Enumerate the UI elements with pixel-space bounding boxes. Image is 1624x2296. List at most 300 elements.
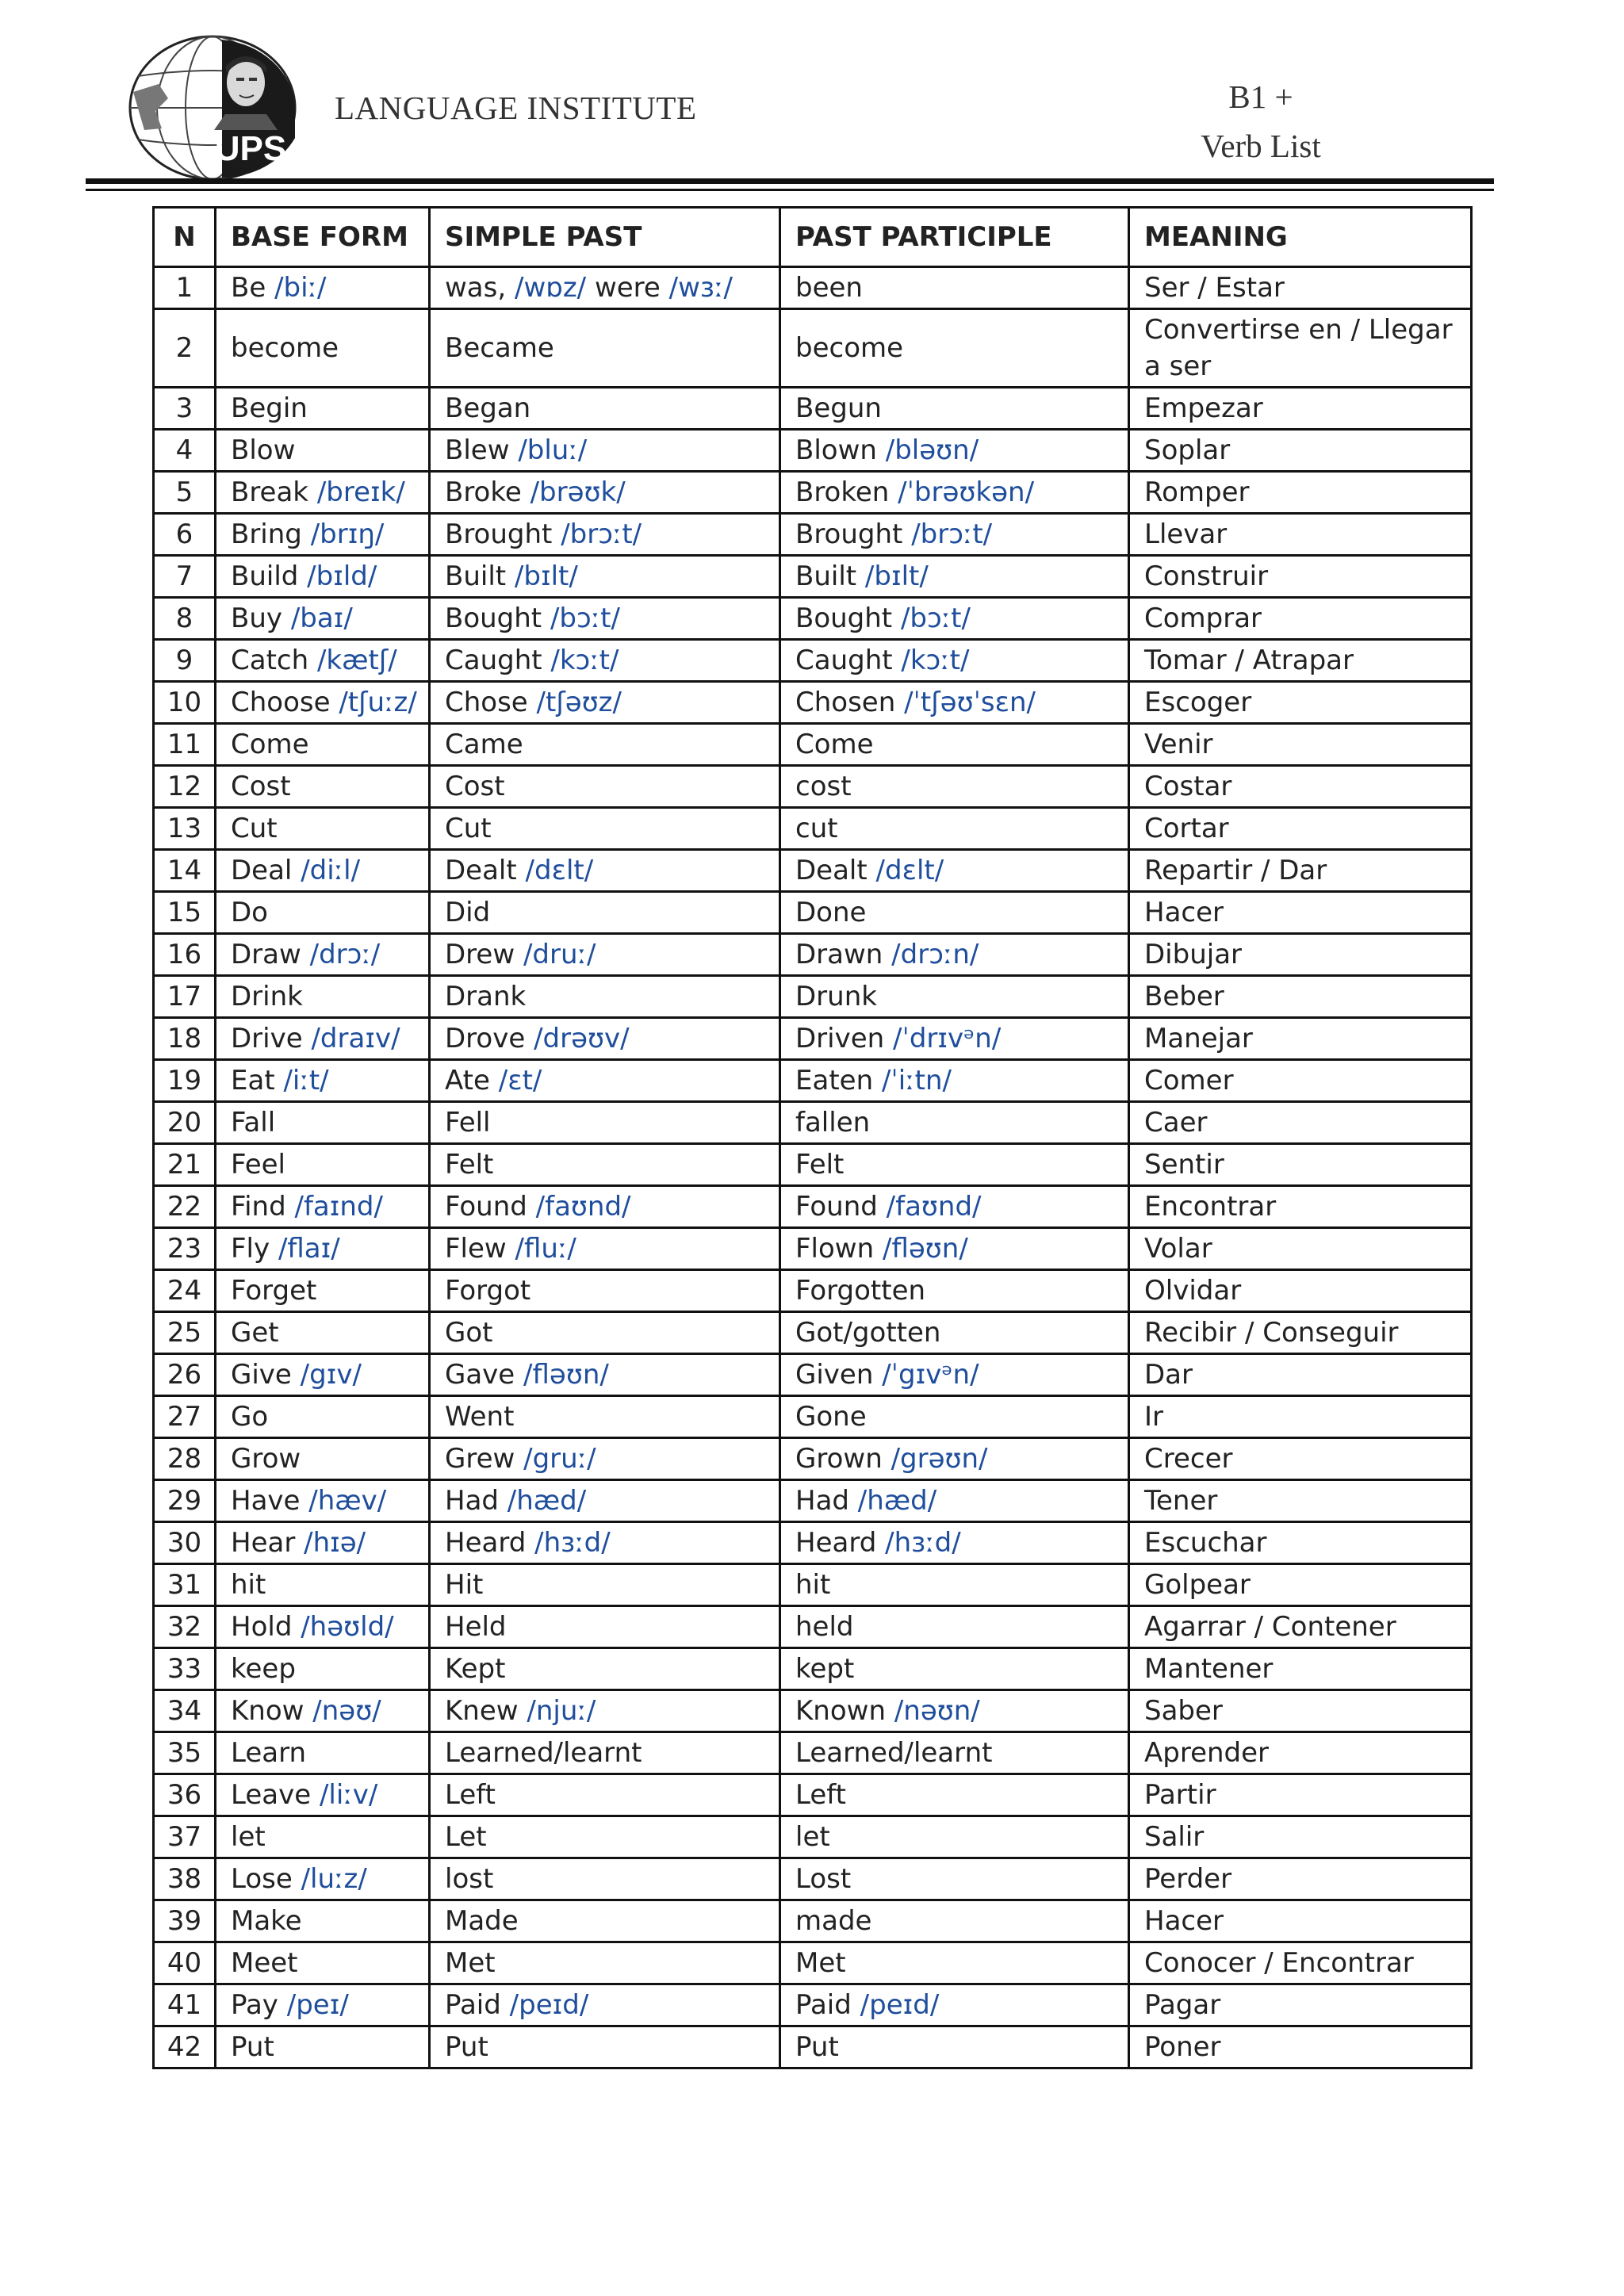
simple-past-word: Hit — [445, 1569, 484, 1601]
simple-past-word: Built — [445, 561, 507, 592]
base-form-cell — [216, 1396, 430, 1438]
past-participle-word: Dealt — [795, 855, 868, 886]
base-form-ipa: /flaɪ/ — [278, 1233, 340, 1265]
level-label: B1 + — [1228, 78, 1293, 115]
simple-past-word: was, — [445, 272, 507, 304]
past-participle-word: been — [795, 272, 863, 304]
base-form-cell — [216, 1312, 430, 1354]
row-number: 9 — [154, 640, 216, 682]
base-form-word: Find — [231, 1191, 286, 1223]
table-row — [154, 1858, 1472, 1900]
simple-past-cell — [430, 556, 780, 598]
simple-past-cell — [430, 892, 780, 934]
past-participle-word: Got/gotten — [795, 1317, 941, 1349]
base-form-word: Go — [231, 1401, 269, 1433]
base-form-word: Come — [231, 729, 309, 760]
table-row — [154, 556, 1472, 598]
simple-past-word: Began — [445, 392, 531, 424]
row-number: 8 — [154, 598, 216, 640]
past-participle-cell — [780, 934, 1129, 976]
past-participle-cell — [780, 1186, 1129, 1228]
simple-past-word: Learned/learnt — [445, 1737, 642, 1769]
simple-past-cell — [430, 1522, 780, 1564]
table-row — [154, 1774, 1472, 1816]
past-participle-ipa: /brɔːt/ — [911, 519, 993, 550]
base-form-cell — [216, 724, 430, 766]
simple-past-cell — [430, 976, 780, 1018]
meaning-cell: Golpear — [1129, 1564, 1472, 1606]
simple-past-cell — [430, 430, 780, 472]
base-form-word: Get — [231, 1317, 279, 1349]
row-number: 5 — [154, 472, 216, 514]
row-number: 2 — [154, 309, 216, 388]
past-participle-word: hit — [795, 1569, 831, 1601]
simple-past-ipa: /brɔːt/ — [561, 519, 642, 550]
meaning-cell: Romper — [1129, 472, 1472, 514]
simple-past-word: Drove — [445, 1023, 526, 1054]
table-row — [154, 1270, 1472, 1312]
simple-past-ipa-alt: /wɜː/ — [668, 272, 733, 304]
logo-text: UPS — [214, 129, 287, 168]
base-form-cell — [216, 556, 430, 598]
table-row — [154, 1396, 1472, 1438]
past-participle-word: Built — [795, 561, 857, 592]
meaning-cell: Poner — [1129, 2026, 1472, 2068]
base-form-word: Hold — [231, 1611, 293, 1643]
base-form-cell — [216, 1942, 430, 1984]
row-number: 14 — [154, 850, 216, 892]
simple-past-cell — [430, 1144, 780, 1186]
past-participle-cell — [780, 1312, 1129, 1354]
past-participle-word: Put — [795, 2031, 839, 2063]
past-participle-ipa: /bɪlt/ — [864, 561, 929, 592]
meaning-cell: Salir — [1129, 1816, 1472, 1858]
base-form-cell — [216, 1606, 430, 1648]
meaning-cell: Recibir / Conseguir — [1129, 1312, 1472, 1354]
past-participle-word: Drawn — [795, 939, 883, 970]
simple-past-cell — [430, 267, 780, 309]
past-participle-cell — [780, 976, 1129, 1018]
meaning-cell: Agarrar / Contener — [1129, 1606, 1472, 1648]
simple-past-word: Drew — [445, 939, 515, 970]
meaning-cell: Repartir / Dar — [1129, 850, 1472, 892]
row-number: 27 — [154, 1396, 216, 1438]
base-form-ipa: /tʃuːz/ — [339, 687, 417, 718]
simple-past-word: Kept — [445, 1653, 506, 1685]
base-form-ipa: /liːv/ — [319, 1779, 378, 1811]
base-form-word: Lose — [231, 1863, 293, 1895]
simple-past-cell — [430, 1270, 780, 1312]
past-participle-ipa: /dɛlt/ — [875, 855, 944, 886]
table-row — [154, 1060, 1472, 1102]
past-participle-ipa: /kɔːt/ — [901, 645, 970, 676]
simple-past-cell — [430, 766, 780, 808]
table-row — [154, 1690, 1472, 1732]
table-row — [154, 598, 1472, 640]
base-form-word: Fly — [231, 1233, 270, 1265]
row-number: 11 — [154, 724, 216, 766]
simple-past-cell — [430, 934, 780, 976]
simple-past-cell — [430, 1690, 780, 1732]
base-form-cell — [216, 1480, 430, 1522]
past-participle-ipa: /nəʊn/ — [894, 1695, 980, 1727]
row-number: 28 — [154, 1438, 216, 1480]
simple-past-cell — [430, 850, 780, 892]
meaning-cell: Costar — [1129, 766, 1472, 808]
past-participle-ipa: /bɔːt/ — [900, 603, 971, 634]
simple-past-cell — [430, 1900, 780, 1942]
table-row — [154, 850, 1472, 892]
row-number: 26 — [154, 1354, 216, 1396]
row-number: 15 — [154, 892, 216, 934]
simple-past-word: Put — [445, 2031, 488, 2063]
meaning-cell: Dar — [1129, 1354, 1472, 1396]
past-participle-word: Left — [795, 1779, 846, 1811]
table-header-row — [154, 208, 1472, 267]
base-form-word: Draw — [231, 939, 301, 970]
past-participle-word: Flown — [795, 1233, 875, 1265]
simple-past-cell — [430, 2026, 780, 2068]
base-form-word: Fall — [231, 1107, 276, 1138]
meaning-cell: Encontrar — [1129, 1186, 1472, 1228]
past-participle-cell — [780, 1480, 1129, 1522]
past-participle-ipa: /peɪd/ — [860, 1989, 940, 2021]
table-row — [154, 1816, 1472, 1858]
past-participle-word: Found — [795, 1191, 878, 1223]
past-participle-word: Come — [795, 729, 874, 760]
base-form-word: Grow — [231, 1443, 301, 1475]
past-participle-cell — [780, 1984, 1129, 2026]
past-participle-cell — [780, 1816, 1129, 1858]
simple-past-word: Chose — [445, 687, 528, 718]
base-form-word: Bring — [231, 519, 302, 550]
past-participle-word: Eaten — [795, 1065, 874, 1096]
table-row — [154, 724, 1472, 766]
simple-past-cell — [430, 1816, 780, 1858]
past-participle-cell — [780, 1732, 1129, 1774]
simple-past-cell — [430, 1018, 780, 1060]
past-participle-cell — [780, 1858, 1129, 1900]
past-participle-ipa: /grəʊn/ — [891, 1443, 988, 1475]
meaning-cell: Comprar — [1129, 598, 1472, 640]
past-participle-cell — [780, 1606, 1129, 1648]
simple-past-cell — [430, 1480, 780, 1522]
base-form-word: Make — [231, 1905, 302, 1937]
base-form-cell — [216, 1522, 430, 1564]
past-participle-word: Bought — [795, 603, 893, 634]
simple-past-cell — [430, 1438, 780, 1480]
past-participle-ipa: /ˈdrɪvᵊn/ — [893, 1023, 1002, 1054]
row-number: 13 — [154, 808, 216, 850]
simple-past-cell — [430, 1102, 780, 1144]
simple-past-cell — [430, 1732, 780, 1774]
simple-past-word: Knew — [445, 1695, 519, 1727]
past-participle-cell — [780, 1228, 1129, 1270]
past-participle-word: Broken — [795, 476, 890, 508]
meaning-cell: Ir — [1129, 1396, 1472, 1438]
row-number: 12 — [154, 766, 216, 808]
base-form-ipa: /peɪ/ — [286, 1989, 349, 2021]
past-participle-cell — [780, 309, 1129, 388]
meaning-cell: Pagar — [1129, 1984, 1472, 2026]
past-participle-cell — [780, 766, 1129, 808]
base-form-ipa: /hæv/ — [308, 1485, 387, 1517]
simple-past-word: Cost — [445, 771, 505, 802]
row-number: 6 — [154, 514, 216, 556]
past-participle-cell — [780, 556, 1129, 598]
base-form-cell — [216, 1648, 430, 1690]
base-form-ipa: /luːz/ — [301, 1863, 367, 1895]
meaning-cell: Beber — [1129, 976, 1472, 1018]
base-form-word: Cost — [231, 771, 291, 802]
meaning-cell: Saber — [1129, 1690, 1472, 1732]
meaning-cell: Soplar — [1129, 430, 1472, 472]
table-row — [154, 766, 1472, 808]
meaning-cell: Tener — [1129, 1480, 1472, 1522]
table-row — [154, 1942, 1472, 1984]
simple-past-cell — [430, 724, 780, 766]
past-participle-word: Had — [795, 1485, 849, 1517]
base-form-ipa: /baɪ/ — [290, 603, 353, 634]
table-row — [154, 1564, 1472, 1606]
simple-past-word: Found — [445, 1191, 527, 1223]
simple-past-ipa: /drəʊv/ — [534, 1023, 630, 1054]
past-participle-word: Driven — [795, 1023, 885, 1054]
simple-past-ipa: /bluː/ — [518, 434, 588, 466]
meaning-cell: Aprender — [1129, 1732, 1472, 1774]
simple-past-cell — [430, 1228, 780, 1270]
base-form-cell — [216, 1732, 430, 1774]
base-form-cell — [216, 976, 430, 1018]
base-form-cell — [216, 892, 430, 934]
table-row — [154, 1984, 1472, 2026]
row-number: 7 — [154, 556, 216, 598]
base-form-ipa: /biː/ — [274, 272, 327, 304]
table-row — [154, 1228, 1472, 1270]
base-form-word: Break — [231, 476, 308, 508]
simple-past-cell — [430, 1984, 780, 2026]
base-form-cell — [216, 1438, 430, 1480]
past-participle-word: Chosen — [795, 687, 896, 718]
meaning-cell: Venir — [1129, 724, 1472, 766]
base-form-ipa: /drɔː/ — [309, 939, 381, 970]
simple-past-cell — [430, 388, 780, 430]
past-participle-word: kept — [795, 1653, 855, 1685]
base-form-ipa: /breɪk/ — [316, 476, 405, 508]
past-participle-cell — [780, 1648, 1129, 1690]
base-form-cell — [216, 309, 430, 388]
simple-past-word: Met — [445, 1947, 496, 1979]
base-form-cell — [216, 682, 430, 724]
simple-past-word: Held — [445, 1611, 507, 1643]
past-participle-word: Learned/learnt — [795, 1737, 993, 1769]
row-number: 30 — [154, 1522, 216, 1564]
base-form-cell — [216, 1564, 430, 1606]
column-header-meaning: MEANING — [1129, 208, 1472, 267]
simple-past-ipa: /tʃəʊz/ — [536, 687, 622, 718]
meaning-cell: Convertirse en / Llegar a ser — [1129, 309, 1472, 388]
simple-past-word: Forgot — [445, 1275, 531, 1307]
meaning-cell: Escuchar — [1129, 1522, 1472, 1564]
simple-past-ipa: /njuː/ — [527, 1695, 596, 1727]
simple-past-word: Came — [445, 729, 523, 760]
row-number: 37 — [154, 1816, 216, 1858]
table-row — [154, 1018, 1472, 1060]
meaning-cell: Tomar / Atrapar — [1129, 640, 1472, 682]
base-form-ipa: /həʊld/ — [301, 1611, 394, 1643]
base-form-cell — [216, 1018, 430, 1060]
past-participle-word: Felt — [795, 1149, 845, 1181]
table-row — [154, 682, 1472, 724]
past-participle-word: held — [795, 1611, 854, 1643]
base-form-word: Know — [231, 1695, 304, 1727]
column-header-n: N — [154, 208, 216, 267]
base-form-word: Choose — [231, 687, 331, 718]
base-form-ipa: /brɪŋ/ — [310, 519, 385, 550]
simple-past-ipa: /bɔːt/ — [550, 603, 620, 634]
row-number: 1 — [154, 267, 216, 309]
base-form-ipa: /nəʊ/ — [312, 1695, 381, 1727]
simple-past-word: Became — [445, 332, 554, 364]
table-row — [154, 514, 1472, 556]
row-number: 33 — [154, 1648, 216, 1690]
ups-logo — [127, 35, 301, 181]
base-form-word: Buy — [231, 603, 282, 634]
past-participle-cell — [780, 1690, 1129, 1732]
row-number: 4 — [154, 430, 216, 472]
past-participle-word: Given — [795, 1359, 874, 1391]
base-form-cell — [216, 267, 430, 309]
past-participle-cell — [780, 682, 1129, 724]
column-header-base-form: BASE FORM — [216, 208, 430, 267]
simple-past-word: lost — [445, 1863, 494, 1895]
table-row — [154, 1900, 1472, 1942]
table-row — [154, 1144, 1472, 1186]
meaning-cell: Hacer — [1129, 892, 1472, 934]
past-participle-ipa: /ˈbrəʊkən/ — [898, 476, 1035, 508]
simple-past-word: Left — [445, 1779, 496, 1811]
base-form-word: Put — [231, 2031, 274, 2063]
simple-past-ipa: /gruː/ — [523, 1443, 596, 1475]
simple-past-cell — [430, 1648, 780, 1690]
table-row — [154, 388, 1472, 430]
past-participle-word: Begun — [795, 392, 882, 424]
table-row — [154, 1354, 1472, 1396]
meaning-cell: Escoger — [1129, 682, 1472, 724]
base-form-cell — [216, 1984, 430, 2026]
base-form-word: Forget — [231, 1275, 317, 1307]
simple-past-ipa: /faʊnd/ — [535, 1191, 631, 1223]
simple-past-ipa: /bɪlt/ — [514, 561, 578, 592]
meaning-cell: Mantener — [1129, 1648, 1472, 1690]
row-number: 29 — [154, 1480, 216, 1522]
simple-past-cell — [430, 1858, 780, 1900]
base-form-cell — [216, 2026, 430, 2068]
simple-past-cell — [430, 598, 780, 640]
simple-past-cell — [430, 1060, 780, 1102]
meaning-cell: Comer — [1129, 1060, 1472, 1102]
simple-past-cell — [430, 1396, 780, 1438]
row-number: 41 — [154, 1984, 216, 2026]
past-participle-ipa: /bləʊn/ — [885, 434, 979, 466]
base-form-ipa: /hɪə/ — [304, 1527, 366, 1559]
base-form-word: Leave — [231, 1779, 312, 1811]
past-participle-word: let — [795, 1821, 830, 1853]
table-row — [154, 976, 1472, 1018]
table-row — [154, 1438, 1472, 1480]
past-participle-word: Heard — [795, 1527, 877, 1559]
table-row — [154, 1186, 1472, 1228]
simple-past-ipa: /fləʊn/ — [523, 1359, 609, 1391]
past-participle-word: cost — [795, 771, 852, 802]
column-header-past-participle: PAST PARTICIPLE — [780, 208, 1129, 267]
row-number: 23 — [154, 1228, 216, 1270]
meaning-cell: Conocer / Encontrar — [1129, 1942, 1472, 1984]
base-form-cell — [216, 1774, 430, 1816]
simple-past-word: Heard — [445, 1527, 527, 1559]
row-number: 39 — [154, 1900, 216, 1942]
past-participle-cell — [780, 1396, 1129, 1438]
past-participle-word: become — [795, 332, 904, 364]
base-form-word: Give — [231, 1359, 292, 1391]
past-participle-ipa: /ˈgɪvᵊn/ — [882, 1359, 979, 1391]
past-participle-cell — [780, 808, 1129, 850]
verb-table — [152, 206, 1473, 2069]
past-participle-cell — [780, 1942, 1129, 1984]
meaning-cell: Perder — [1129, 1858, 1472, 1900]
past-participle-word: Gone — [795, 1401, 867, 1433]
past-participle-cell — [780, 640, 1129, 682]
table-row — [154, 1732, 1472, 1774]
past-participle-cell — [780, 1354, 1129, 1396]
simple-past-word: Paid — [445, 1989, 501, 2021]
meaning-cell: Cortar — [1129, 808, 1472, 850]
row-number: 32 — [154, 1606, 216, 1648]
meaning-cell: Partir — [1129, 1774, 1472, 1816]
simple-past-ipa: /hæd/ — [507, 1485, 587, 1517]
row-number: 20 — [154, 1102, 216, 1144]
simple-past-word: Ate — [445, 1065, 490, 1096]
simple-past-cell — [430, 1774, 780, 1816]
row-number: 36 — [154, 1774, 216, 1816]
simple-past-word: Made — [445, 1905, 519, 1937]
simple-past-word: Cut — [445, 813, 492, 844]
simple-past-word: Broke — [445, 476, 522, 508]
meaning-cell: Llevar — [1129, 514, 1472, 556]
row-number: 3 — [154, 388, 216, 430]
past-participle-cell — [780, 1774, 1129, 1816]
simple-past-word: Blew — [445, 434, 510, 466]
past-participle-cell — [780, 2026, 1129, 2068]
table-row — [154, 1102, 1472, 1144]
row-number: 22 — [154, 1186, 216, 1228]
past-participle-word: made — [795, 1905, 872, 1937]
base-form-cell — [216, 808, 430, 850]
base-form-word: Eat — [231, 1065, 275, 1096]
base-form-cell — [216, 1144, 430, 1186]
past-participle-cell — [780, 388, 1129, 430]
simple-past-word: Bought — [445, 603, 542, 634]
base-form-word: Have — [231, 1485, 301, 1517]
simple-past-ipa: /brəʊk/ — [530, 476, 626, 508]
past-participle-word: Grown — [795, 1443, 883, 1475]
row-number: 17 — [154, 976, 216, 1018]
simple-past-cell — [430, 309, 780, 388]
past-participle-cell — [780, 267, 1129, 309]
base-form-cell — [216, 1186, 430, 1228]
simple-past-cell — [430, 1606, 780, 1648]
table-row — [154, 1522, 1472, 1564]
